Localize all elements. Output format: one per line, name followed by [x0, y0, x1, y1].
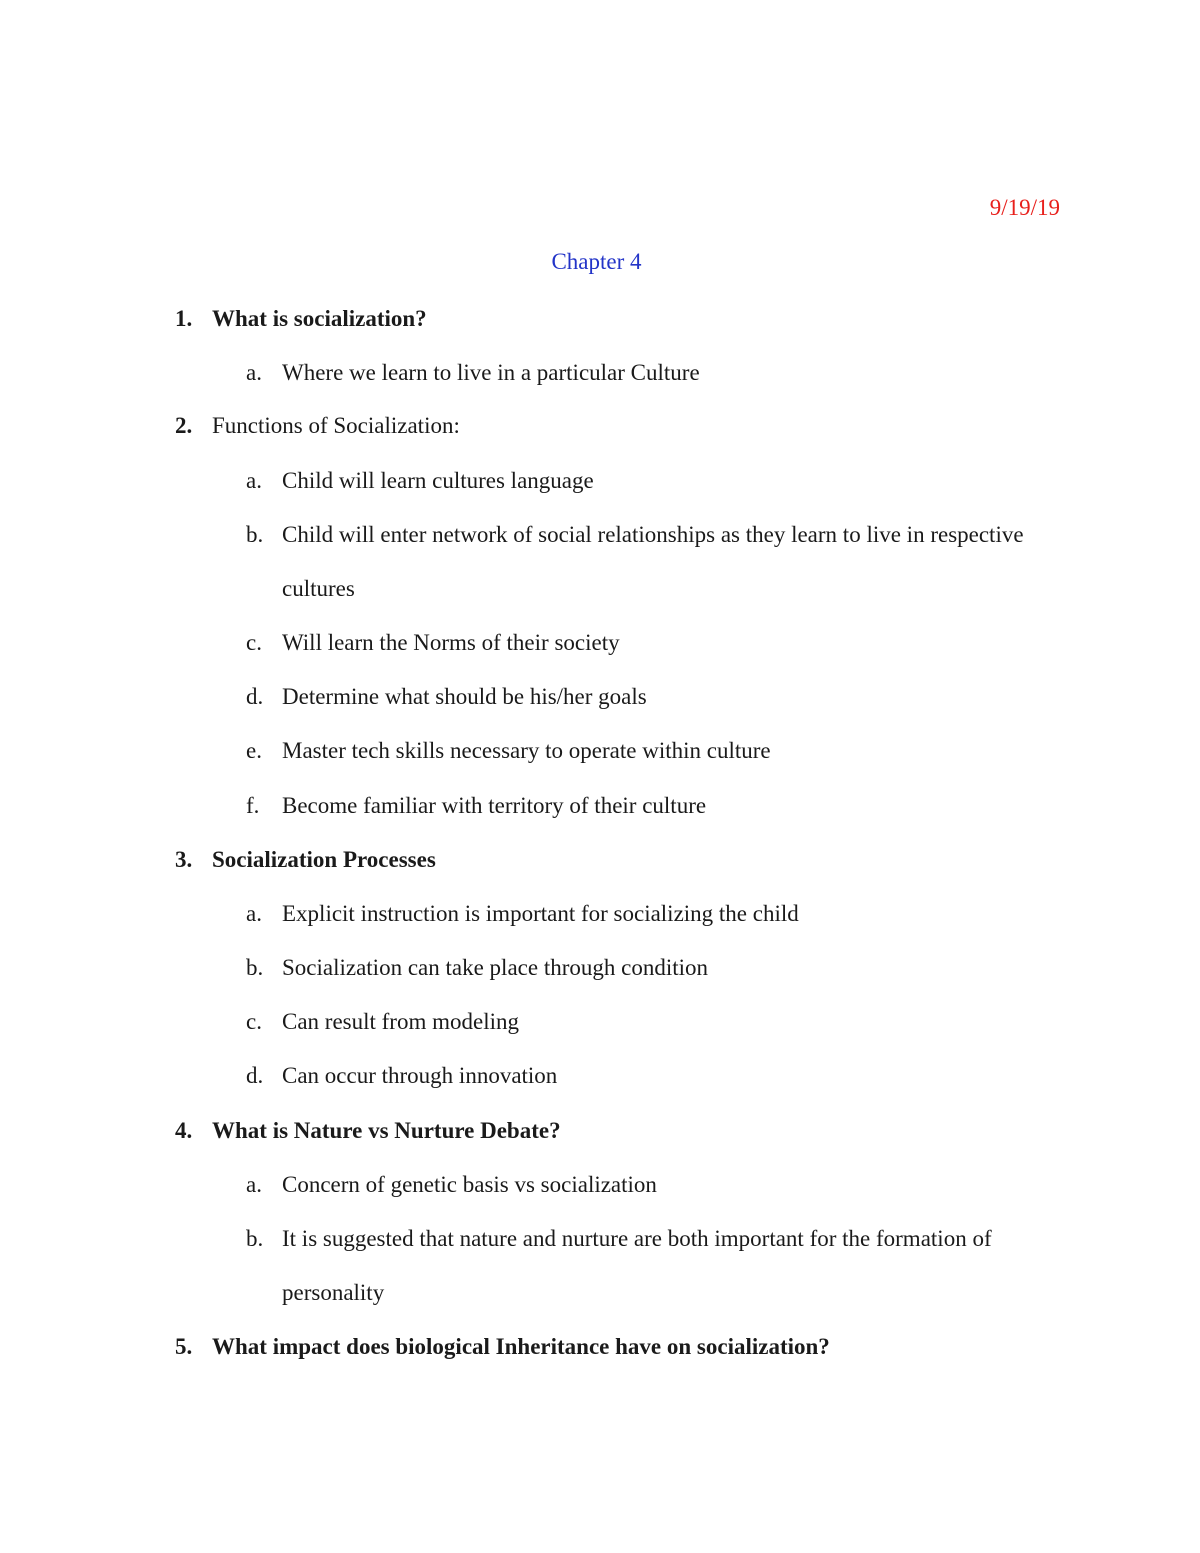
question-number: 3. [175, 847, 193, 872]
answer-letter: b. [246, 1226, 264, 1251]
answer-letter: d. [246, 684, 264, 709]
answer-text: Where we learn to live in a particular Culture [282, 360, 700, 385]
answer-letter: d. [246, 1063, 264, 1088]
question-heading: What impact does biological Inheritance have on socialization? [212, 1334, 830, 1359]
answer-text: personality [282, 1280, 385, 1305]
answer-letter: a. [246, 360, 262, 385]
answer-text: Can occur through innovation [282, 1063, 558, 1088]
question-heading: What is socialization? [212, 306, 427, 331]
question-heading: Functions of Socialization: [212, 413, 460, 438]
answer-letter: a. [246, 901, 262, 926]
answer-text: Determine what should be his/her goals [282, 684, 647, 709]
question-number: 2. [175, 413, 193, 438]
answer-text: Become familiar with territory of their culture [282, 793, 707, 818]
answer-text: It is suggested that nature and nurture are both important for the formation of [282, 1226, 992, 1251]
question-number: 1. [175, 306, 193, 331]
answer-text: Child will enter network of social relationships as they learn to live in respective [282, 522, 1024, 547]
answer-letter: a. [246, 1172, 262, 1197]
answer-text: Socialization can take place through condition [282, 955, 708, 980]
answer-letter: c. [246, 630, 262, 655]
question-heading: Socialization Processes [212, 847, 436, 872]
question-number: 4. [175, 1118, 193, 1143]
answer-text: Child will learn cultures language [282, 468, 594, 493]
answer-letter: c. [246, 1009, 262, 1034]
answer-letter: a. [246, 468, 262, 493]
note-date: 9/19/19 [989, 195, 1060, 220]
answer-letter: f. [246, 793, 260, 818]
answer-letter: b. [246, 522, 264, 547]
question-number: 5. [175, 1334, 193, 1359]
chapter-title: Chapter 4 [551, 249, 642, 274]
question-heading: What is Nature vs Nurture Debate? [212, 1118, 561, 1143]
answer-text: Concern of genetic basis vs socialization [282, 1172, 657, 1197]
answer-text: Master tech skills necessary to operate within culture [282, 738, 771, 763]
answer-text: Will learn the Norms of their society [282, 630, 620, 655]
answer-text: Can result from modeling [282, 1009, 519, 1034]
answer-letter: b. [246, 955, 264, 980]
answer-text: cultures [282, 576, 355, 601]
answer-letter: e. [246, 738, 262, 763]
answer-text: Explicit instruction is important for socializing the child [282, 901, 799, 926]
